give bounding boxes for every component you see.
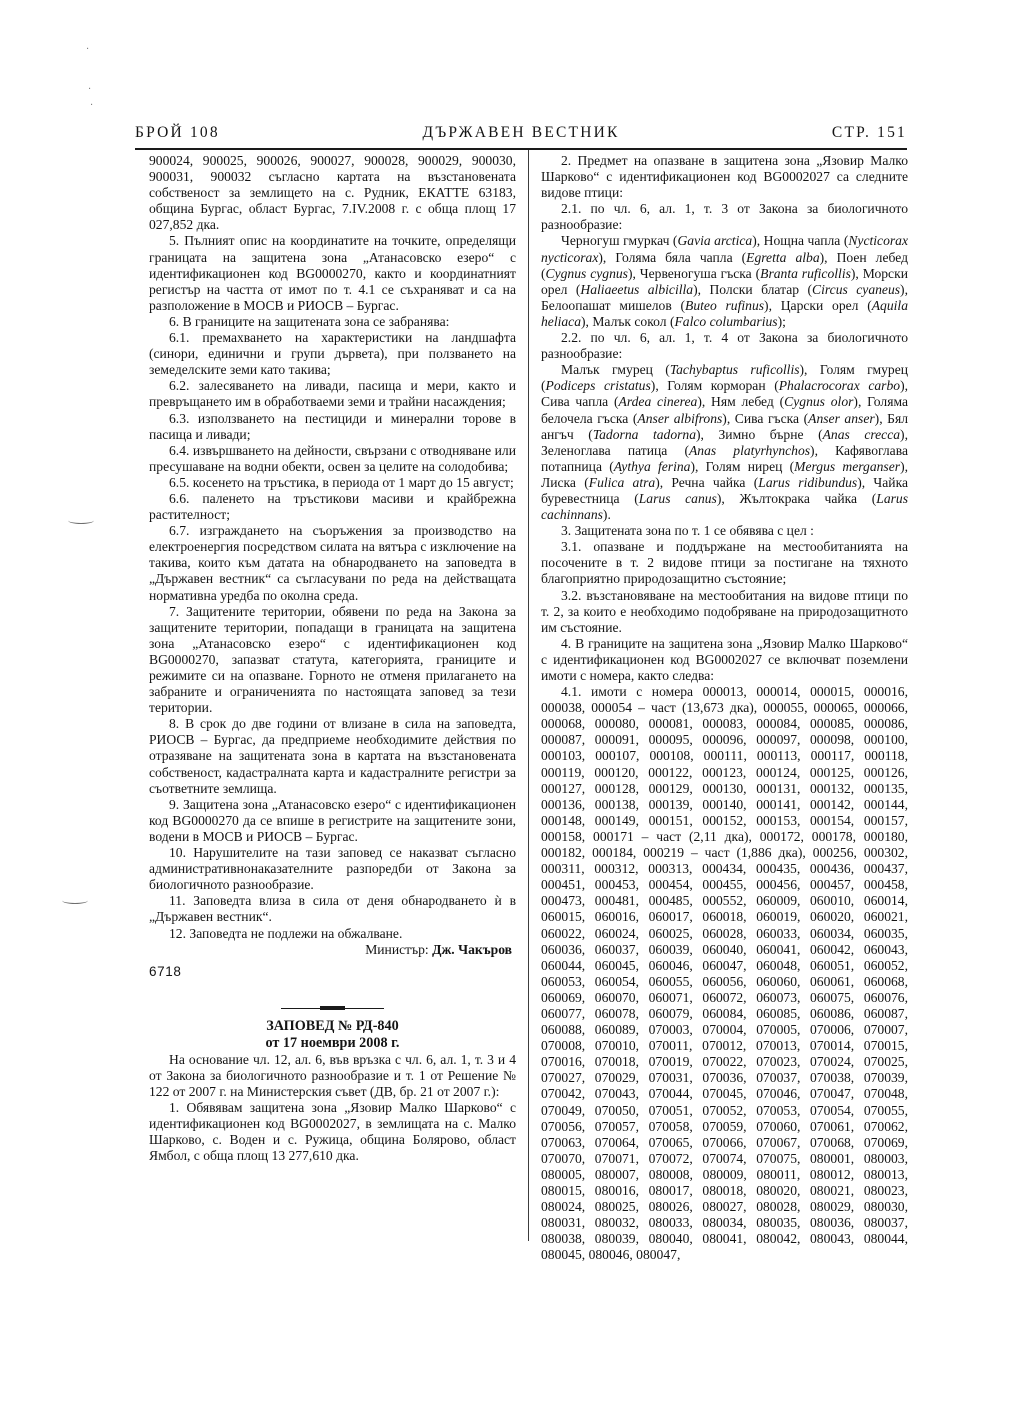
species-list-2-1: Черногуш гмуркач (Gavia arctica), Нощна чапла (Nycticorax nycticorax), Голяма бяла чапла (Egretta alba), Поен лебед (Cygnus cygnus), Червеногуша гъска (Branta ruficollis), Морски орел (Haliaeetus albicilla), Полски блатар (Circus cyaneus), Белоопашат мишелов (Buteo rufinus), Царски орел (Aquila heliaca), Малък сокол (Falco columbarius); — [541, 233, 908, 329]
paragraph-3: 3. Защитената зона по т. 1 се обявява с цел : — [561, 523, 814, 539]
section-divider — [149, 1002, 516, 1014]
minister-name: Дж. Чакъров — [432, 941, 512, 957]
paragraph-10: 10. Нарушителите на тази заповед се наказват съгласно административнонаказателните разпоредби от Закона за биологичното разнообразие. — [149, 845, 516, 893]
paragraph-3-2: 3.2. възстановяване на местообитания на видове птици по т. 2, за които е необходимо подобряване на природозащитното им състояние. — [541, 587, 908, 635]
paragraph-6-5: 6.5. косенето на тръстика, в периода от 1 март до 15 август; — [169, 474, 514, 490]
paragraph-6: 6. В границите на защитената зона се забранява: — [169, 313, 450, 329]
left-column — [149, 153, 516, 1164]
right-column — [541, 153, 908, 1263]
scan-speck: · — [88, 84, 92, 95]
scan-hole-mark — [62, 897, 88, 904]
minister-label: Министър: — [365, 941, 429, 957]
issue-number: 6718 — [149, 963, 182, 979]
paragraph-2: 2. Предмет на опазване в защитена зона „Язовир Малко Шарково“ с идентификационен код BG0002027 са следните видове птици: — [541, 153, 908, 201]
scan-hole-mark — [68, 517, 94, 524]
paragraph-6-7: 6.7. изграждането на съоръжения за производство на електроенергия посредством силата на вятъра с изключение на такива, които към датата на обнародването на заповедта в „Държавен вестник“ са съгласувани по реда на действащата нормативна уредба по околна среда. — [149, 523, 516, 603]
property-number-list: 4.1. имоти с номера 000013, 000014, 000015, 000016, 000038, 000054 – част (13,673 дка), 000055, 000065, 000066, 000068, 000080, 000081, 000083, 000084, 000085, 000086, 000087, 000091, 000095, 000096, 000097, 000098, 000100, 000103, 000107, 000108, 000111, 000113, 000117, 000118, 000119, 000120, 000122, 000123, 000124, 000125, 000126, 000127, 000128, 000129, 000130, 000131, 000132, 000135, 000136, 000138, 000139, 000140, 000141, 000142, 000144, 000148, 000149, 000151, 000152, 000153, 000154, 000157, 000158, 000171 – част (2,11 дка), 000172, 000178, 000180, 000182, 000184, 000219 – част (1,886 дка), 000256, 000302, 000311, 000312, 000313, 000434, 000435, 000436, 000437, 000451, 000453, 000454, 000455, 000456, 000457, 000458, 000473, 000481, 000485, 000552, 060009, 060010, 060014, 060015, 060016, 060017, 060018, 060019, 060020, 060021, 060022, 060024, 060025, 060028, 060033, 060034, 060035, 060036, 060037, 060039, 060040, 060041, 060042, 060043, 060044, 060045, 060046, 060047, 060048, 060051, 060052, 060053, 060054, 060055, 060056, 060060, 060061, 060068, 060069, 060070, 060071, 060072, 060073, 060075, 060076, 060077, 060078, 060079, 060084, 060085, 060086, 060087, 060088, 060089, 070003, 070004, 070005, 070006, 070007, 070008, 070010, 070011, 070012, 070013, 070014, 070015, 070016, 070018, 070019, 070022, 070023, 070024, 070025, 070027, 070029, 070031, 070036, 070037, 070038, 070039, 070042, 070043, 070044, 070045, 070046, 070047, 070048, 070049, 070050, 070051, 070052, 070053, 070054, 070055, 070056, 070057, 070058, 070059, 070060, 070061, 070062, 070063, 070064, 070065, 070066, 070067, 070068, 070069, 070070, 070071, 070072, 070074, 070075, 080001, 080003, 080005, 080007, 080008, 080009, 080011, 080012, 080013, 080015, 080016, 080017, 080018, 080020, 080021, 080023, 080024, 080025, 080026, 080027, 080028, 080029, 080030, 080031, 080032, 080033, 080034, 080035, 080036, 080037, 080038, 080039, 080040, 080041, 080042, 080043, 080044, 080045, 080046, 080047, — [541, 684, 908, 1263]
paragraph-4: 4. В границите на защитена зона „Язовир Малко Шарково“ с идентификационен код BG0002027 се включват поземлени имоти с номера, както следва: — [541, 635, 908, 683]
scan-speck: · — [86, 44, 90, 55]
paragraph-2-1: 2.1. по чл. 6, ал. 1, т. 3 от Закона за биологичното разнообразие: — [541, 201, 908, 233]
paragraph-6-3: 6.3. използването на пестициди и минерални торове в пасища и ливади; — [149, 410, 516, 442]
paragraph-2-2: 2.2. по чл. 6, ал. 1, т. 4 от Закона за биологичното разнообразие: — [541, 330, 908, 362]
species-list-2-2: Малък гмурец (Tachybaptus ruficollis), Голям гмурец (Podiceps cristatus), Голям корморан (Phalacrocorax carbo), Сива чапла (Ardea cinerea), Ням лебед (Cygnus olor), Голяма белочела гъска (Anser albifrons), Сива гъска (Anser anser), Бял ангъч (Tadorna tadorna), Зимно бърне (Anas crecca), Зеленоглава патица (Anas platyrhynchos), Кафявоглава потапница (Aythya ferina), Голям нирец (Mergus merganser), Лиска (Fulica atra), Речна чайка (Larus ridibundus), Чайка буревестница (Larus canus), Жълтокрака чайка (Larus cachinnans). — [541, 362, 909, 523]
paragraph-6-6: 6.6. паленето на тръстикови масиви и крайбрежна растителност; — [149, 490, 516, 523]
paragraph-6-2: 6.2. залесяването на ливади, пасища и мери, както и превръщането им в обработваеми земи и трайни насаждения; — [149, 378, 516, 410]
divider-bar — [320, 1006, 345, 1010]
paragraph-5: 5. Пълният опис на координатите на точките, определящи границата на защитена зона „Атанасовско езеро“ с идентификационен код BG0000270, както и координатният регистър на частта от имот по т. 4.1 се съхраняват и са на разположение в МОСВ и РИОСВ – Бургас. — [149, 233, 516, 313]
column-divider — [528, 150, 529, 1241]
paragraph-11: 11. Заповедта влиза в сила от деня обнародването ѝ в „Държавен вестник“. — [149, 893, 516, 925]
paragraph-3-1: 3.1. опазване и поддържане на местообитанията на посочените в т. 2 видове птици за постигане на тяхното благоприятно природозащитно състояние; — [541, 539, 908, 587]
paragraph-continued: 900024, 900025, 900026, 900027, 900028, 900029, 900030, 900031, 900032 съгласно картата на възстановената собственост за землището на с. Рудник, ЕКАТТЕ 63183, община Бургас, област Бургас, 7.IV.2008 г. с обща площ 17 027,852 дка. — [149, 153, 516, 233]
paragraph-6-1: 6.1. премахването на характеристики на ландшафта (синори, единични и групи дървета), при ползването на земеделските земи като такива; — [149, 330, 516, 378]
minister-signature — [149, 942, 516, 958]
paragraph-6-4: 6.4. извършването на дейности, свързани с отводняване или пресушаване на водни обекти, освен за целите на солодобива; — [149, 442, 516, 474]
order-paragraph-1: 1. Обявявам защитена зона „Язовир Малко Шарково“ с идентификационен код BG0002027, в землищата на с. Малко Шарково, с. Воден и с. Ружица, община Болярово, област Ямбол, с обща площ 13 277,610 дка. — [149, 1100, 516, 1164]
paragraph-8: 8. В срок до две години от влизане в сила на заповедта, РИОСВ – Бургас, да предприеме необходимите действия по отразяване на защитената зона в картата на възстановената собственост, кадастралната карта и кадастралните регистри за съответните землища. — [149, 716, 516, 796]
newspaper-title: ДЪРЖАВЕН ВЕСТНИК — [422, 124, 620, 141]
issue-label: БРОЙ 108 — [135, 124, 220, 141]
paragraph-7: 7. Защитените територии, обявени по реда на Закона за защитените територии, попадащи в границата на защитена зона „Атанасовско езеро“ с идентификационен код BG0000270, запазват статута, категорията, границите и режимите си на опазване. Горното не отменя прилагането на забраните и ограниченията по настоящата заповед за тези територии. — [149, 603, 516, 716]
order-date: от 17 ноември 2008 г. — [265, 1034, 400, 1051]
order-title: ЗАПОВЕД № РД-840 — [266, 1017, 399, 1034]
header-rule — [135, 148, 907, 150]
scan-speck: · — [90, 100, 94, 111]
paragraph-12: 12. Заповедта не подлежи на обжалване. — [169, 925, 403, 941]
running-header — [135, 124, 907, 146]
paragraph-9: 9. Защитена зона „Атанасовско езеро“ с идентификационен код BG0000270 да се впише в регистрите на защитените зони, водени в МОСВ и РИОСВ – Бургас. — [149, 796, 516, 844]
page-number: СТР. 151 — [831, 124, 907, 141]
order-intro: На основание чл. 12, ал. 6, във връзка с чл. 6, ал. 1, т. 3 и 4 от Закона за биологичното разнообразие и т. 1 от Решение № 122 от 2007 г. на Министерския съвет (ДВ, бр. 21 от 2007 г.): — [149, 1051, 516, 1099]
